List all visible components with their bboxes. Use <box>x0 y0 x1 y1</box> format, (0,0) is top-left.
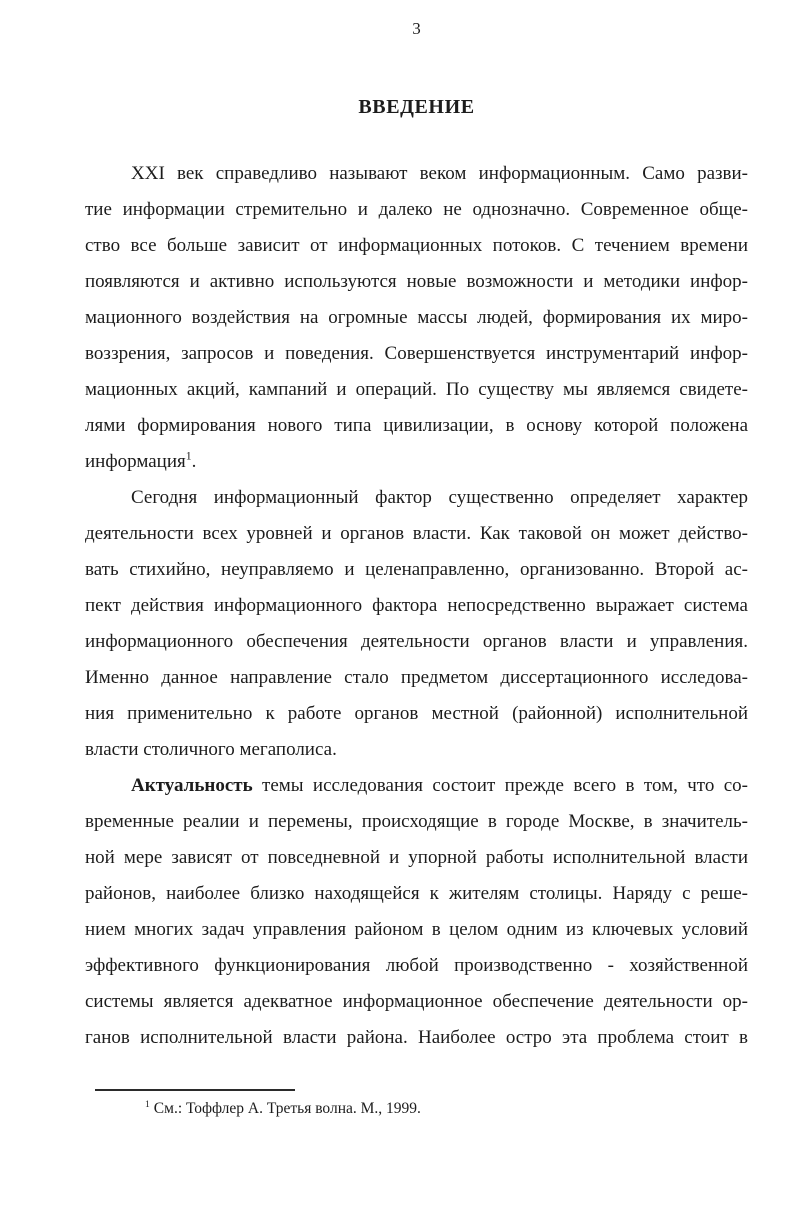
footnote-marker: 1 <box>145 1098 150 1110</box>
paragraph <box>85 768 748 1056</box>
footnote-separator <box>95 1089 295 1091</box>
document-title: ВВЕДЕНИЕ <box>358 96 475 118</box>
paragraph <box>85 480 748 768</box>
text-line: XXI век справедливо называют веком информационным. Само разви- <box>131 163 748 184</box>
text-line: системы является адекватное информационное обеспечение деятельности ор- <box>85 991 748 1012</box>
page-number: 3 <box>412 19 421 38</box>
text-line: тие информации стремительно и далеко не однозначно. Современное обще- <box>85 199 748 220</box>
text-line: ганов исполнительной власти района. Наиболее остро эта проблема стоит в <box>85 1027 748 1048</box>
text-line: ния применительно к работе органов местной (районной) исполнительной <box>85 703 748 724</box>
footnote-reference: 1 <box>185 449 192 463</box>
paragraph <box>85 156 748 480</box>
text-line: ной мере зависят от повседневной и упорной работы исполнительной власти <box>85 847 748 868</box>
text-line: районов, наиболее близко находящейся к жителям столицы. Наряду с реше- <box>85 883 748 904</box>
text-line: эффективного функционирования любой производственно - хозяйственной <box>85 955 748 976</box>
text-line: Актуальность темы исследования состоит прежде всего в том, что со- <box>131 775 748 796</box>
text-line: пект действия информационного фактора непосредственно выражает система <box>85 595 748 616</box>
text-line: нием многих задач управления районом в целом одним из ключевых условий <box>85 919 748 940</box>
text-line: Именно данное направление стало предметом диссертационного исследова- <box>85 667 748 688</box>
text-line: информация$^1$. <box>85 449 197 472</box>
text-line: власти столичного мегаполиса. <box>85 739 337 760</box>
text-line: информационного обеспечения деятельности органов власти и управления. <box>85 631 748 652</box>
text-line: Сегодня информационный фактор существенно определяет характер <box>131 487 748 508</box>
text-line: мационных акций, кампаний и операций. По существу мы являемся свидете- <box>85 379 748 400</box>
document-body <box>85 156 748 1056</box>
text-line: мационного воздействия на огромные массы людей, формирования их миро- <box>85 307 748 328</box>
text-line: вать стихийно, неуправляемо и целенаправленно, организованно. Второй ас- <box>85 559 748 580</box>
text-line: ство все больше зависит от информационных потоков. С течением времени <box>85 235 748 256</box>
footnote-text: См.: Тоффлер А. Третья волна. М., 1999. <box>153 1100 421 1117</box>
text-line: воззрения, запросов и поведения. Совершенствуется инструментарий инфор- <box>85 343 748 364</box>
text-line: деятельности всех уровней и органов власти. Как таковой он может действо- <box>85 523 748 544</box>
text-line: лями формирования нового типа цивилизации, в основу которой положена <box>85 415 748 436</box>
text-line: появляются и активно используются новые возможности и методики инфор- <box>85 271 748 292</box>
text-line: временные реалии и перемены, происходящие в городе Москве, в значитель- <box>85 811 748 832</box>
footnote <box>85 1098 748 1120</box>
